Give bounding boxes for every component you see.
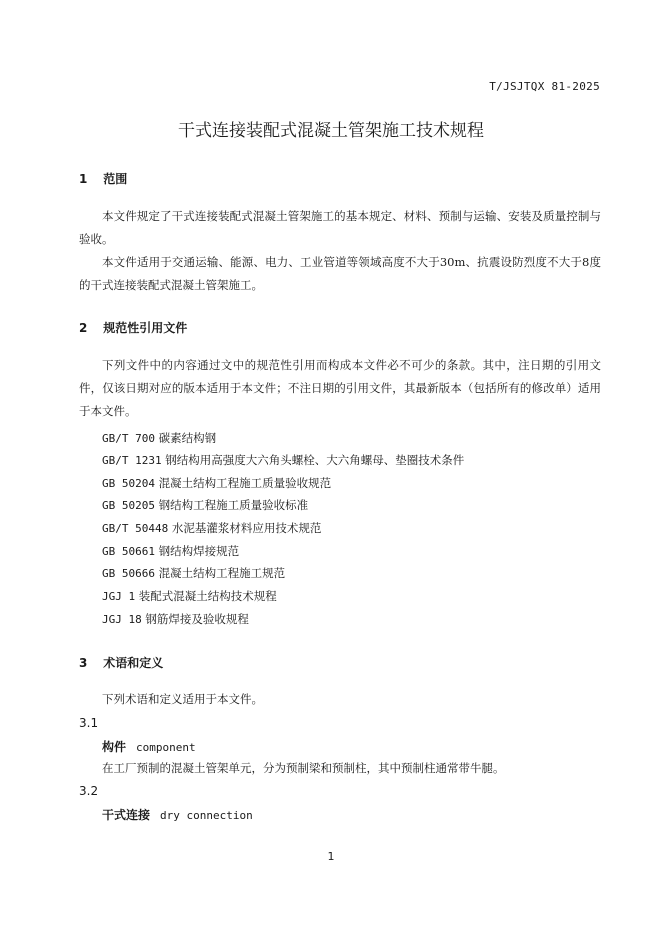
section-number: 1 [79, 172, 88, 186]
term-definition: 在工厂预制的混凝土管架单元，分为预制梁和预制柱，其中预制柱通常带牛腿。 [102, 761, 505, 775]
reference-item [102, 588, 277, 604]
term-entry [102, 738, 196, 755]
reference-code: JGJ 1 [102, 590, 136, 603]
term-en: dry connection [160, 809, 253, 822]
reference-item [102, 475, 331, 491]
reference-item [102, 543, 239, 559]
reference-name: 钢结构焊接规范 [158, 544, 240, 558]
term-zh: 构件 [102, 740, 127, 754]
reference-name: 混凝土结构工程施工质量验收规范 [158, 476, 332, 490]
reference-item [102, 452, 464, 468]
reference-name: 碳素结构钢 [158, 431, 217, 445]
paragraph: 本文件适用于交通运输、能源、电力、工业管道等领域高度不大于30m、抗震设防烈度不大于8度的干式连接装配式混凝土管架施工。 [79, 255, 601, 292]
reference-item [102, 497, 308, 513]
reference-name: 装配式混凝土结构技术规程 [138, 589, 277, 603]
reference-code: JGJ 18 [102, 613, 142, 626]
clause-number: 3.2 [79, 784, 99, 798]
reference-code: GB/T 700 [102, 432, 155, 445]
reference-name: 水泥基灌浆材料应用技术规范 [171, 521, 322, 535]
reference-name: 钢结构工程施工质量验收标准 [158, 498, 309, 512]
clause-number: 3.1 [79, 716, 99, 730]
paragraph: 下列文件中的内容通过文中的规范性引用而构成本文件必不可少的条款。其中，注日期的引用文件，仅该日期对应的版本适用于本文件；不注日期的引用文件，其最新版本（包括所有的修改单）适用于本文件。 [79, 358, 601, 418]
reference-item [102, 430, 216, 446]
section-heading-normative-references [79, 319, 187, 336]
section-heading-scope [79, 170, 127, 187]
section-title: 规范性引用文件 [103, 321, 188, 335]
section-heading-terms-definitions [79, 654, 163, 671]
section-number: 3 [79, 656, 88, 670]
document-title: 干式连接装配式混凝土管架施工技术规程 [178, 121, 484, 141]
reference-name: 钢筋焊接及验收规程 [145, 612, 249, 626]
section-number: 2 [79, 321, 88, 335]
section-title: 术语和定义 [103, 656, 164, 670]
reference-code: GB 50666 [102, 567, 155, 580]
reference-code: GB/T 50448 [102, 522, 169, 535]
reference-code: GB/T 1231 [102, 454, 162, 467]
paragraph: 下列术语和定义适用于本文件。 [102, 692, 263, 706]
standard-code: T/JSJTQX 81-2025 [489, 80, 600, 93]
reference-code: GB 50204 [102, 477, 155, 490]
paragraph: 本文件规定了干式连接装配式混凝土管架施工的基本规定、材料、预制与运输、安装及质量控制与验收。 [79, 209, 601, 246]
page-number: 1 [327, 850, 335, 863]
reference-code: GB 50205 [102, 499, 155, 512]
term-entry [102, 806, 253, 823]
term-en: component [136, 741, 196, 754]
reference-item [102, 565, 285, 581]
term-zh: 干式连接 [102, 808, 151, 822]
reference-name: 钢结构用高强度大六角头螺栓、大六角螺母、垫圈技术条件 [165, 453, 465, 467]
section-title: 范围 [103, 172, 128, 186]
reference-name: 混凝土结构工程施工规范 [158, 566, 286, 580]
reference-item [102, 611, 249, 627]
reference-item [102, 520, 321, 536]
reference-code: GB 50661 [102, 545, 155, 558]
